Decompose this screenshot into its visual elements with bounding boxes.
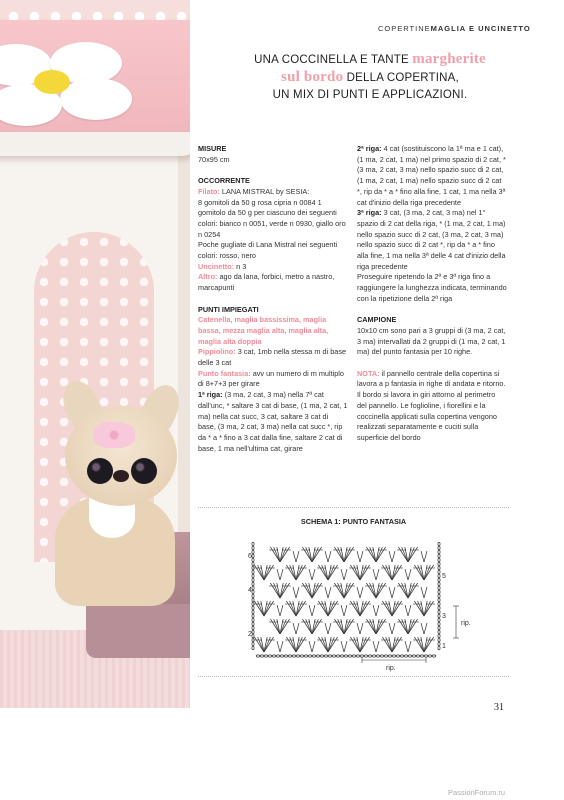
stitch-stroke (360, 623, 363, 634)
chain-stitch (438, 634, 440, 638)
occorrente-title: OCCORRENTE (198, 176, 250, 186)
stitch-stroke (328, 565, 334, 580)
stitch-stroke (418, 565, 424, 580)
chain-stitch (438, 554, 440, 558)
stitch-stroke (312, 569, 315, 580)
stitch-stroke (405, 641, 408, 652)
chain-stitch (252, 594, 254, 598)
stitch-stroke (325, 551, 328, 562)
chain-stitch (344, 655, 348, 657)
chain-stitch (348, 655, 352, 657)
stitch-stroke (424, 551, 427, 562)
riga1-text: (3 ma, 2 cat, 3 ma) nella 7ª cat dall'unc, * saltare 3 cat di base, (1 ma, 2 cat, 1 ma) nella cat succ, 3 cat, saltare 3 cat di base, (3 ma, 2 cat, 3 ma) nella cat succ *, rip da * a * fino a 3 cat dalla fine, saltare 2 cat di base, 1 ma nell'ultima cat, girare (198, 390, 348, 453)
stitch-stroke (376, 641, 379, 652)
chain-stitch (438, 610, 440, 614)
chain-stitch (352, 655, 356, 657)
stitch-stroke (338, 619, 344, 634)
chain-stitch (324, 655, 328, 657)
fantasia-label: Punto fantasia: (198, 368, 251, 378)
stitch-stroke (264, 565, 270, 580)
stitch-stroke (392, 637, 398, 652)
stitch-stroke (402, 547, 408, 562)
chain-stitch (438, 550, 440, 554)
stitch-stroke (421, 551, 424, 562)
stitch-stroke (312, 605, 315, 616)
stitch-stroke (277, 569, 280, 580)
stitch-stroke (280, 605, 283, 616)
stitch-stroke (306, 619, 312, 634)
stitch-stroke (389, 623, 392, 634)
chain-stitch (438, 586, 440, 590)
instructions-right-column (357, 144, 507, 444)
chain-stitch (438, 570, 440, 574)
chain-stitch (420, 655, 424, 657)
chain-stitch (284, 655, 288, 657)
stitch-stroke (373, 569, 376, 580)
stitch-stroke (290, 601, 296, 616)
stitch-stroke (354, 565, 360, 580)
chain-stitch (396, 655, 400, 657)
chain-stitch (380, 655, 384, 657)
stitch-stroke (344, 583, 350, 598)
chain-stitch (432, 655, 436, 657)
stitch-stroke (373, 605, 376, 616)
chain-stitch (268, 655, 272, 657)
stitch-stroke (274, 583, 280, 598)
stitch-stroke (293, 623, 296, 634)
pippiolino-label: Pippiolino: (198, 347, 236, 357)
riga3-text: 3 cat, (3 ma, 2 cat, 3 ma) nel 1° spazio di 2 cat della riga, * (1 ma, 2 cat, 1 ma) nello spazio succ di 2 cat, (3 ma, 2 cat, 3 ma) nello spazio succ di 2 cat *, rip da * a * fino alla fine, 1 ma nella 3ª delle 4 cat d'inizio della riga precedente (357, 208, 506, 271)
stitch-stroke (309, 605, 312, 616)
fantasia-text: avv un numero di m multiplo di 8+7+3 per girare (198, 368, 344, 389)
stitch-stroke (322, 565, 328, 580)
stitch-stroke (296, 551, 299, 562)
chain-stitch (252, 546, 254, 550)
stitch-stroke (312, 619, 318, 634)
stitch-stroke (360, 565, 366, 580)
chain-stitch (438, 562, 440, 566)
filato-detail: 8 gomitoli da 50 g rosa cipria n 0084 1 gomitolo da 50 g per ciascuno dei seguenti colori: bianco n 0051, verde n 0930, giallo oro n 0254 (198, 197, 346, 239)
chain-stitch (438, 626, 440, 630)
chain-stitch (276, 655, 280, 657)
stitch-stroke (408, 547, 414, 562)
stitch-stroke (338, 547, 344, 562)
chain-stitch (308, 655, 312, 657)
stitch-stroke (290, 637, 296, 652)
headline-accent: sul bordo (281, 69, 344, 85)
stitch-stroke (325, 623, 328, 634)
chain-stitch (312, 655, 316, 657)
stitch-stroke (264, 637, 270, 652)
riga1-label: 1ª riga: (198, 390, 223, 400)
dog-eye (87, 458, 113, 484)
stitch-stroke (344, 569, 347, 580)
riga2-label: 2ª riga: (357, 144, 382, 153)
chain-stitch (368, 655, 372, 657)
section-header (378, 24, 531, 33)
chain-stitch (252, 542, 254, 546)
chain-stitch (408, 655, 412, 657)
chain-stitch (264, 655, 268, 657)
stitch-stroke (408, 605, 411, 616)
headline-accent: margherite (412, 51, 486, 67)
stitch-stroke (328, 587, 331, 598)
row-label-right: 3 (442, 613, 446, 620)
stitch-stroke (389, 551, 392, 562)
campione-title: CAMPIONE (357, 315, 397, 325)
stitch-stroke (424, 565, 430, 580)
filato-line (198, 187, 348, 198)
schema-title: SCHEMA 1: PUNTO FANTASIA (300, 517, 407, 526)
stitch-stroke (408, 641, 411, 652)
cover-photo (0, 0, 190, 708)
headline (200, 51, 540, 104)
punti-list: Catenella, maglia bassissima, maglia bassa, mezza maglia alta, maglia alta, maglia alta doppia (198, 315, 329, 346)
campione-text: 10x10 cm sono pari a 3 gruppi di (3 ma, 2 cat, 3 ma) intervallati da 2 gruppi di (1 ma, 2 cat, 1 ma) del punto fantasia per 10 righe. (357, 325, 506, 357)
stitch-stroke (312, 641, 315, 652)
chain-stitch (252, 558, 254, 562)
chain-stitch (438, 618, 440, 622)
chain-stitch (438, 646, 440, 650)
stitch-stroke (309, 569, 312, 580)
stitch-stroke (370, 583, 376, 598)
altro-text: ago da lana, forbici, metro a nastro, marcapunti (198, 272, 335, 293)
stitch-stroke (280, 641, 283, 652)
stitch-stroke (376, 569, 379, 580)
stitch-stroke (408, 619, 414, 634)
instructions-left-column (198, 144, 348, 454)
uncinetto-label: Uncinetto: (198, 261, 235, 271)
chain-stitch (438, 582, 440, 586)
uncinetto-text: n 3 (234, 261, 247, 271)
stitch-stroke (392, 623, 395, 634)
stitch-stroke (306, 547, 312, 562)
stitch-stroke (421, 587, 424, 598)
chain-stitch (438, 606, 440, 610)
chain-stitch (252, 626, 254, 630)
pippiolino-line (198, 347, 348, 368)
stitch-stroke (328, 637, 334, 652)
stitch-stroke (274, 619, 280, 634)
chain-stitch (252, 646, 254, 650)
stitch-stroke (290, 565, 296, 580)
chain-stitch (272, 655, 276, 657)
chain-stitch (252, 578, 254, 582)
chain-stitch (428, 655, 432, 657)
chain-stitch (256, 655, 260, 657)
chain-stitch (280, 655, 284, 657)
stitch-stroke (405, 569, 408, 580)
crochet-chart-diagram (198, 530, 509, 675)
chain-stitch (400, 655, 404, 657)
chain-stitch (252, 630, 254, 634)
chain-stitch (252, 554, 254, 558)
repeat-label-horizontal: rip. (386, 665, 396, 672)
altro-label: Altro: (198, 272, 218, 282)
nota-text: il pannello centrale della copertina si lavora a p fantasia in righe di andata e ritorno. Il bordo si lavora in giri attorno al perimetro del pannello. Le foglioline, i fiorellini e la coccinella applicati sulla copertina vengono realizzati separatamente e cuciti sulla superficie del bordo (357, 368, 506, 442)
header-emphasis: MAGLIA E UNCINETTO (430, 24, 531, 33)
stitch-stroke (258, 637, 264, 652)
chain-stitch (252, 614, 254, 618)
dog-bow (93, 422, 135, 448)
stitch-stroke (280, 619, 286, 634)
riga2-text: 4 cat (sostituiscono la 1ª ma e 1 cat), (1 ma, 2 cat, 1 ma) nel primo spazio di 2 cat, * (3 ma, 2 cat, 3 ma) nello spazio succ di 2 cat, (1 ma, 2 cat, 1 ma) nello spazio succ di 2 cat *, rip da * a * fino alla fine, 1 cat, 1 ma nella 3ª cat d'inizio della riga precedente (357, 144, 506, 207)
repeat-label-vertical: rip. (461, 620, 471, 627)
fantasia-line (198, 369, 348, 390)
daisy-decoration (0, 40, 150, 120)
crochet-schema (198, 507, 509, 677)
chain-stitch (438, 630, 440, 634)
chain-stitch (384, 655, 388, 657)
stitch-stroke (424, 587, 427, 598)
stitch-stroke (424, 637, 430, 652)
stitch-stroke (392, 551, 395, 562)
daisy-center (34, 70, 70, 94)
stitch-stroke (357, 551, 360, 562)
stitch-stroke (258, 565, 264, 580)
stitch-stroke (258, 601, 264, 616)
filato-label: Filato: (198, 186, 220, 196)
stitch-stroke (280, 583, 286, 598)
chain-stitch (336, 655, 340, 657)
watermark: PassionForum.ru (448, 788, 506, 797)
table-rim (0, 132, 190, 156)
stitch-stroke (402, 619, 408, 634)
stitch-stroke (357, 623, 360, 634)
stitch-stroke (418, 601, 424, 616)
stitch-stroke (341, 641, 344, 652)
pippiolino-text: 3 cat, 1mb nella stessa m di base delle 3 cat (198, 347, 347, 368)
stitch-stroke (354, 601, 360, 616)
stitch-stroke (277, 605, 280, 616)
punti-title: PUNTI IMPIEGATI (198, 304, 259, 314)
chain-stitch (332, 655, 336, 657)
chain-stitch (438, 614, 440, 618)
chain-stitch (252, 562, 254, 566)
stitch-stroke (280, 547, 286, 562)
chain-stitch (438, 638, 440, 642)
stitch-stroke (274, 547, 280, 562)
stitch-stroke (370, 547, 376, 562)
stitch-stroke (408, 583, 414, 598)
misure-value: 70x95 cm (198, 154, 230, 164)
chain-stitch (438, 594, 440, 598)
altro-line (198, 272, 348, 293)
stitch-stroke (424, 601, 430, 616)
dog-head (65, 406, 177, 506)
stitch-stroke (408, 569, 411, 580)
stitch-stroke (360, 587, 363, 598)
row-label-left: 4 (248, 587, 252, 594)
chain-stitch (292, 655, 296, 657)
chain-stitch (360, 655, 364, 657)
stitch-stroke (341, 605, 344, 616)
chain-stitch (320, 655, 324, 657)
chain-stitch (296, 655, 300, 657)
chain-stitch (438, 546, 440, 550)
chain-stitch (438, 602, 440, 606)
daisy-petal (60, 78, 132, 120)
stitch-stroke (421, 623, 424, 634)
row-label-left: 2 (248, 631, 252, 638)
stitch-stroke (386, 601, 392, 616)
chain-stitch (416, 655, 420, 657)
headline-text: UN MIX DI PUNTI E APPLICAZIONI. (272, 89, 468, 101)
stitch-stroke (328, 623, 331, 634)
stitch-stroke (376, 583, 382, 598)
stitch-stroke (277, 641, 280, 652)
chain-stitch (438, 566, 440, 570)
stitch-stroke (296, 587, 299, 598)
stitch-stroke (418, 637, 424, 652)
chain-stitch (404, 655, 408, 657)
chain-stitch (376, 655, 380, 657)
stitch-stroke (309, 641, 312, 652)
riga3-line (357, 208, 507, 272)
stitch-stroke (392, 601, 398, 616)
chain-stitch (438, 642, 440, 646)
stitch-stroke (322, 637, 328, 652)
page-number: 31 (494, 702, 504, 713)
row-label-right: 5 (442, 573, 446, 580)
filato-text: LANA MISTRAL by SESIA: (219, 186, 310, 196)
riga2-line (357, 144, 507, 208)
chain-stitch (412, 655, 416, 657)
chain-stitch (364, 655, 368, 657)
stitch-stroke (360, 551, 363, 562)
row-label-left: 6 (248, 553, 252, 560)
stitch-stroke (296, 565, 302, 580)
chain-stitch (252, 638, 254, 642)
dog-eye (131, 458, 157, 484)
headline-text: UNA COCCINELLA E TANTE (254, 54, 413, 66)
plush-dog (55, 380, 185, 610)
stitch-stroke (296, 623, 299, 634)
stitch-stroke (293, 551, 296, 562)
stitch-stroke (344, 641, 347, 652)
chain-stitch (340, 655, 344, 657)
chain-stitch (252, 634, 254, 638)
chain-stitch (252, 610, 254, 614)
stitch-stroke (354, 637, 360, 652)
chain-stitch (438, 542, 440, 546)
stitch-marks (252, 542, 440, 657)
chain-stitch (252, 590, 254, 594)
chain-stitch (252, 598, 254, 602)
stitch-stroke (405, 605, 408, 616)
stitch-stroke (386, 565, 392, 580)
stitch-stroke (370, 619, 376, 634)
chain-stitch (424, 655, 428, 657)
stitch-stroke (360, 637, 366, 652)
stitch-stroke (344, 547, 350, 562)
stitch-stroke (360, 601, 366, 616)
stitch-stroke (280, 569, 283, 580)
riga3-label: 3ª riga: (357, 208, 382, 218)
stitch-stroke (386, 637, 392, 652)
row-label-right: 1 (442, 643, 446, 650)
stitch-stroke (344, 605, 347, 616)
proseguire-text: Proseguire ripetendo la 2ª e 3ª riga fino a raggiungere la lunghezza indicata, terminando con la ripetizione della 2ª riga (357, 272, 507, 303)
headline-text: DELLA COPERTINA, (343, 72, 459, 84)
chain-stitch (438, 598, 440, 602)
chain-stitch (252, 602, 254, 606)
chain-stitch (388, 655, 392, 657)
stitch-stroke (376, 605, 379, 616)
stitch-stroke (312, 583, 318, 598)
stitch-stroke (424, 623, 427, 634)
stitch-stroke (402, 583, 408, 598)
chain-stitch (252, 586, 254, 590)
stitch-stroke (264, 601, 270, 616)
stitch-stroke (296, 601, 302, 616)
chain-stitch (252, 582, 254, 586)
stitch-stroke (322, 601, 328, 616)
chain-stitch (438, 622, 440, 626)
chain-stitch (438, 590, 440, 594)
stitch-stroke (293, 587, 296, 598)
stitch-stroke (357, 587, 360, 598)
poche-text: Poche gugliate di Lana Mistral nei seguenti colori: rosso, nero (198, 240, 338, 261)
chain-stitch (304, 655, 308, 657)
chain-stitch (316, 655, 320, 657)
stitch-stroke (338, 583, 344, 598)
uncinetto-line (198, 262, 348, 273)
stitch-stroke (392, 565, 398, 580)
chain-stitch (252, 550, 254, 554)
chain-stitch (356, 655, 360, 657)
riga1-line (198, 390, 348, 454)
chain-stitch (328, 655, 332, 657)
chain-stitch (300, 655, 304, 657)
header-prefix: COPERTINE (378, 24, 431, 33)
chain-stitch (252, 618, 254, 622)
chain-stitch (252, 574, 254, 578)
stitch-stroke (312, 547, 318, 562)
chain-stitch (252, 566, 254, 570)
chain-stitch (288, 655, 292, 657)
chain-stitch (252, 570, 254, 574)
dog-nose (113, 470, 129, 482)
chain-stitch (252, 642, 254, 646)
chain-stitch (392, 655, 396, 657)
stitch-stroke (306, 583, 312, 598)
chain-stitch (252, 622, 254, 626)
chain-stitch (260, 655, 264, 657)
chain-stitch (252, 606, 254, 610)
stitch-stroke (389, 587, 392, 598)
stitch-stroke (341, 569, 344, 580)
stitch-stroke (392, 587, 395, 598)
chain-stitch (372, 655, 376, 657)
stitch-stroke (376, 547, 382, 562)
stitch-stroke (328, 601, 334, 616)
stitch-stroke (296, 637, 302, 652)
chain-stitch (438, 574, 440, 578)
chain-stitch (438, 578, 440, 582)
stitch-stroke (325, 587, 328, 598)
misure-title: MISURE (198, 144, 227, 153)
stitch-stroke (376, 619, 382, 634)
stitch-stroke (373, 641, 376, 652)
nota-label: NOTA: (357, 368, 380, 378)
stitch-stroke (328, 551, 331, 562)
nota-line (357, 369, 507, 444)
stitch-stroke (344, 619, 350, 634)
chain-stitch (438, 558, 440, 562)
